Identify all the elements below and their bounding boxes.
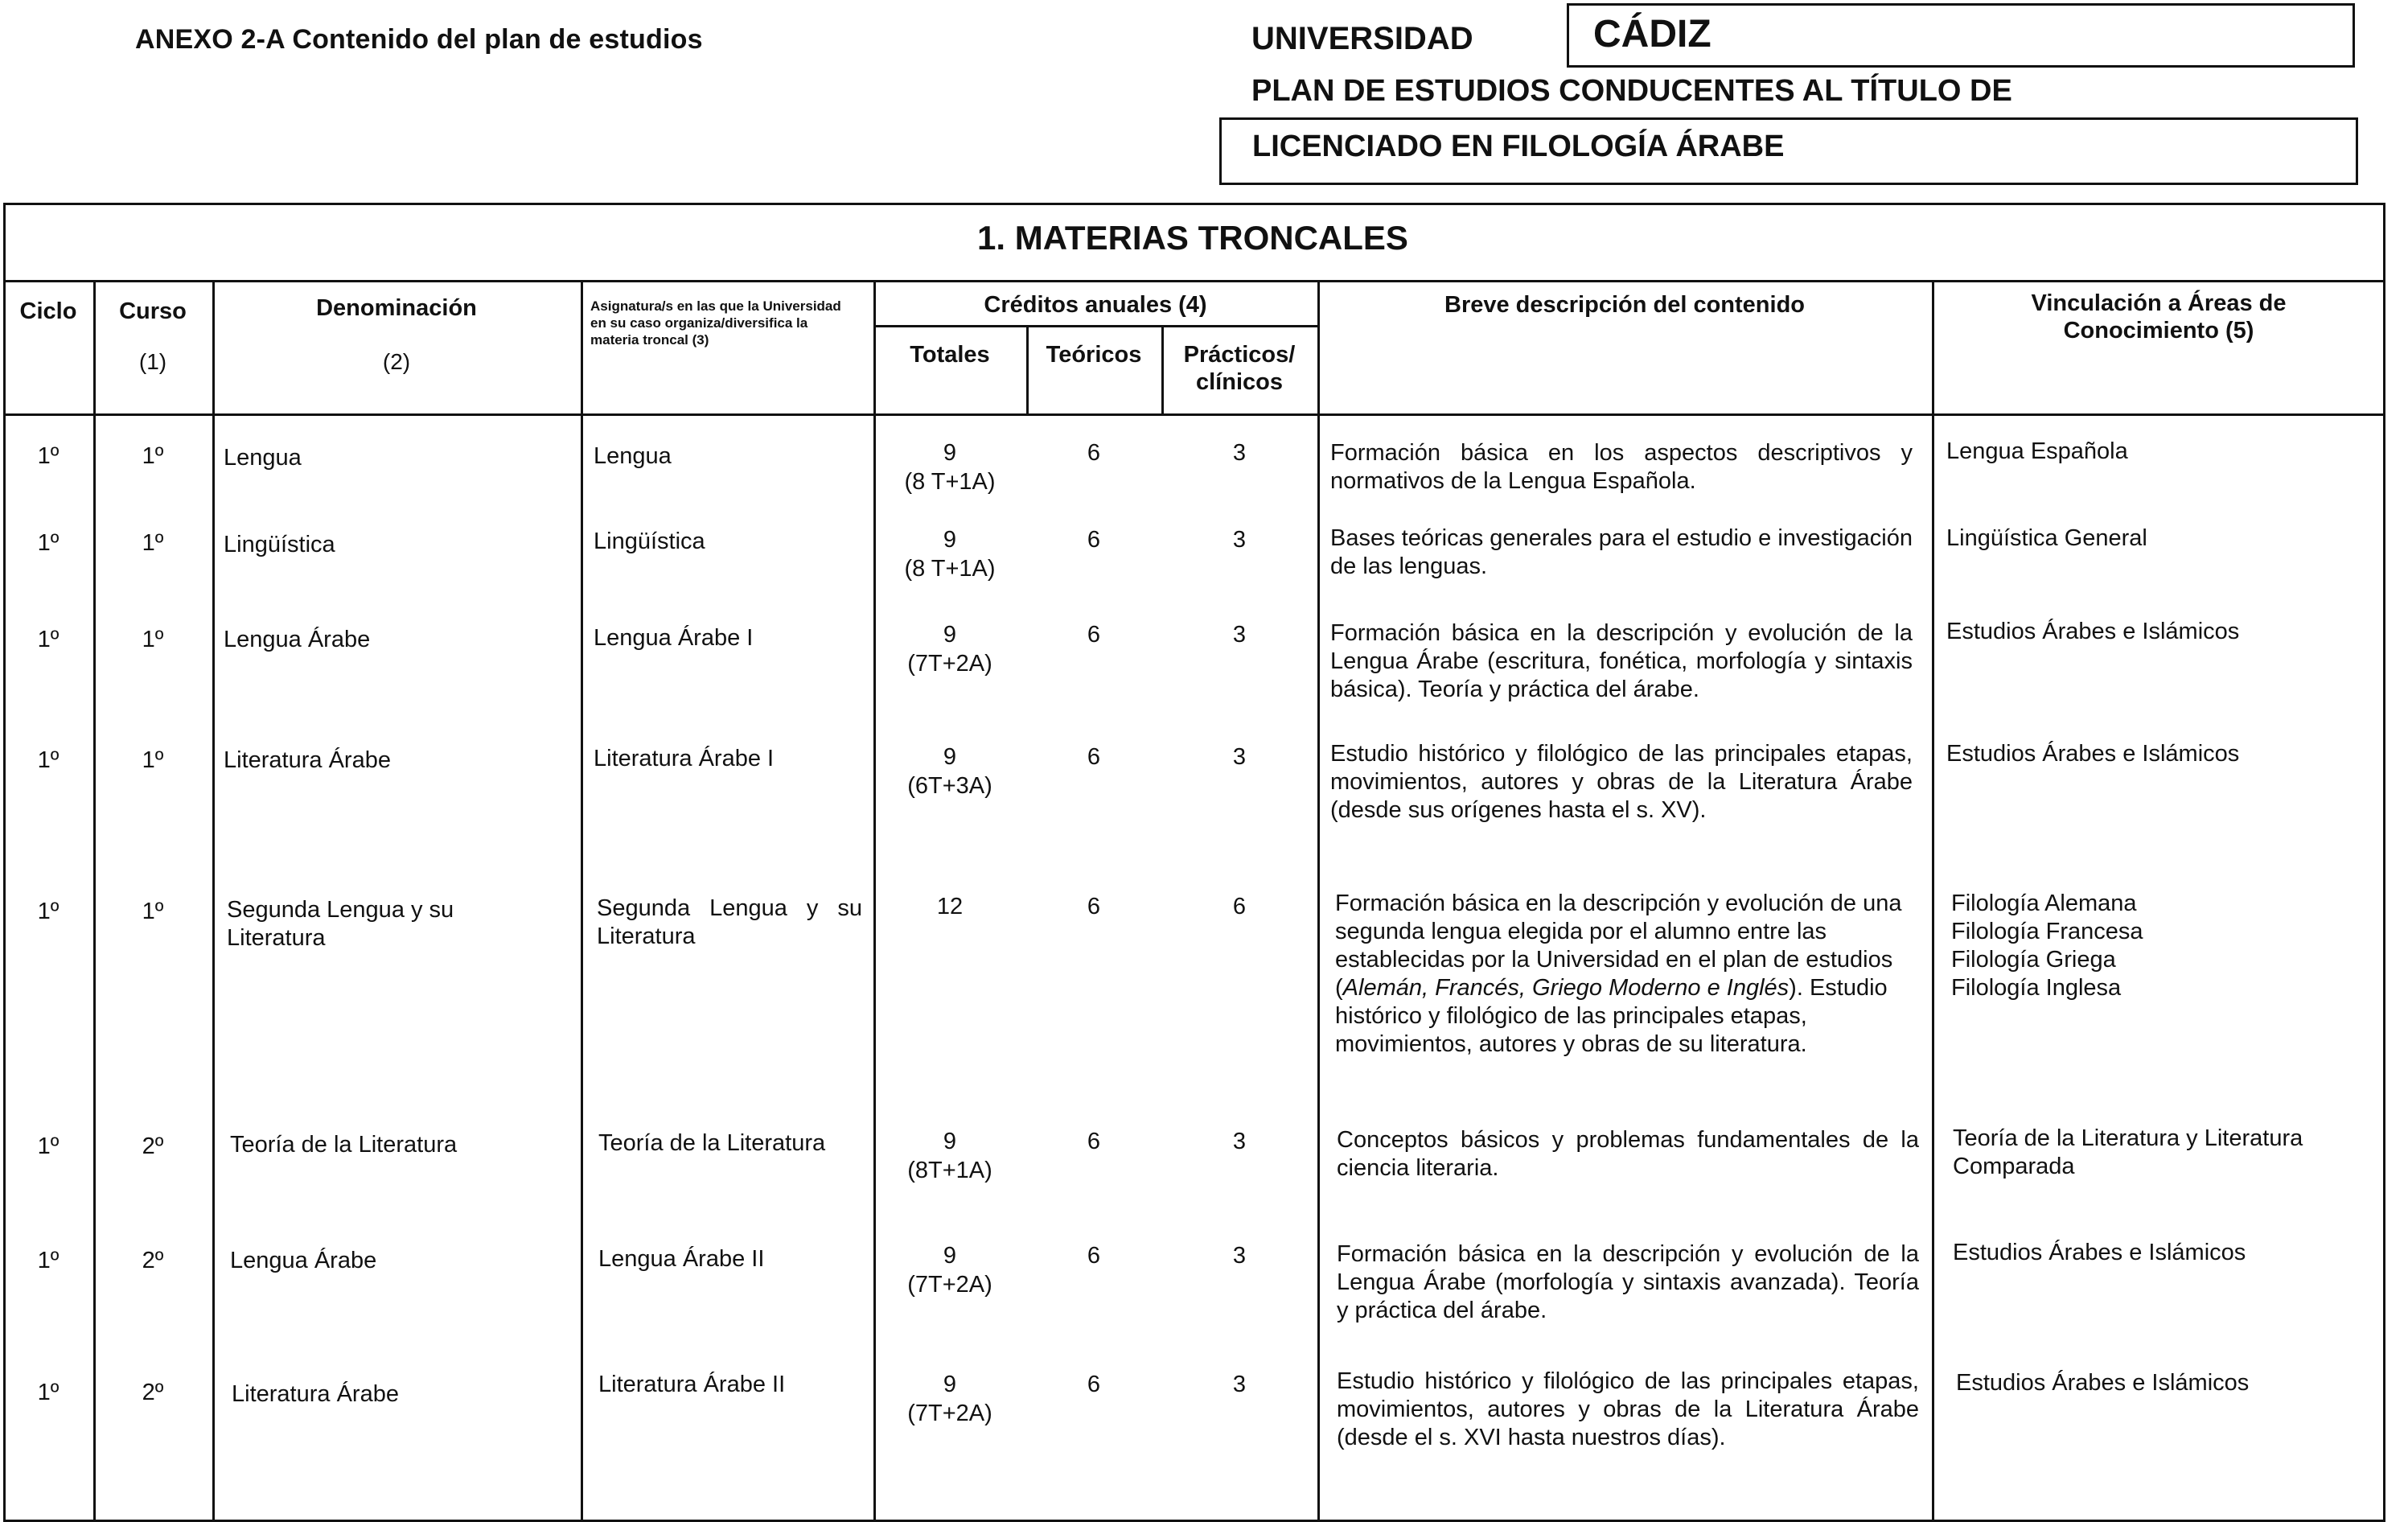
cell-totales-detail: (7T+2A): [907, 1272, 992, 1298]
cell-totales: 9: [943, 527, 957, 553]
cell-areas: [1956, 1369, 2374, 1397]
area-item: Estudios Árabes e Islámicos: [1946, 619, 2240, 644]
university-box: [1567, 3, 2355, 68]
cell-teoricos: 6: [1087, 894, 1101, 919]
university-label: UNIVERSIDAD: [1251, 21, 1473, 56]
cell-asignatura: Literatura Árabe I: [594, 746, 775, 771]
cell-asignatura: Lengua Árabe II: [598, 1246, 765, 1272]
cell-descripcion: Bases teóricas generales para el estudio e investigación de las lenguas.: [1330, 525, 1913, 579]
cell-ciclo: 1º: [37, 1380, 60, 1405]
cell-ciclo: 1º: [37, 747, 60, 773]
cell-areas: [1946, 524, 2365, 553]
cell-ciclo: 1º: [37, 530, 60, 556]
cell-totales: 9: [943, 440, 957, 466]
cell-curso: 1º: [142, 627, 164, 652]
cell-descripcion: Conceptos básicos y problemas fundamentales de la ciencia literaria.: [1337, 1127, 1919, 1181]
cell-descripcion: Formación básica en la descripción y evolución de la Lengua Árabe (morfología y sintaxis avanzada). Teoría y práctica del árabe.: [1337, 1241, 1919, 1323]
header-curso-note: (1): [138, 349, 167, 374]
cell-descripcion: Formación básica en los aspectos descriptivos y normativos de la Lengua Española.: [1330, 440, 1913, 494]
col-rule-7: [1317, 280, 1320, 1522]
cell-totales-detail: (8 T+1A): [904, 469, 996, 495]
cell-practicos: 3: [1232, 1129, 1247, 1154]
description-text: ). Estudio histórico y filológico de las principales etapas, movimientos, autores y obras de su literatura.: [1335, 975, 1888, 1057]
degree-value: LICENCIADO EN FILOLOGÍA ÁRABE: [1252, 130, 1785, 163]
cell-teoricos: 6: [1087, 1372, 1101, 1397]
cell-practicos: 3: [1232, 622, 1247, 648]
cell-areas: [1953, 1239, 2371, 1267]
area-item: Filología Alemana: [1951, 891, 2137, 916]
annex-title: ANEXO 2-A Contenido del plan de estudios: [135, 24, 703, 55]
header-totales: Totales: [910, 342, 990, 368]
cell-descripcion: [1335, 890, 1917, 1059]
col-rule-3: [581, 280, 583, 1522]
col-rule-2: [212, 280, 215, 1522]
cell-totales-detail: (6T+3A): [907, 773, 992, 799]
plan-title: PLAN DE ESTUDIOS CONDUCENTES AL TÍTULO DE: [1251, 74, 2012, 108]
cell-practicos: 3: [1232, 1372, 1247, 1397]
cell-totales: 9: [943, 622, 957, 648]
cell-totales: 9: [943, 744, 957, 770]
cell-teoricos: 6: [1087, 527, 1101, 553]
cell-curso: 2º: [142, 1133, 164, 1159]
cell-totales: 12: [936, 894, 964, 919]
cell-teoricos: 6: [1087, 744, 1101, 770]
cell-totales: 9: [943, 1129, 957, 1154]
cell-practicos: 6: [1232, 894, 1247, 919]
cell-ciclo: 1º: [37, 1133, 60, 1159]
header-vinculacion: Vinculación a Áreas de Conocimiento (5): [2031, 290, 2287, 343]
cell-ciclo: 1º: [37, 443, 60, 469]
area-item: Teoría de la Literatura y Literatura Comparada: [1953, 1125, 2303, 1179]
header-asignatura: Asignatura/s en las que la Universidad en su caso organiza/diversifica la materia troncal (3): [590, 298, 841, 348]
area-item: Estudios Árabes e Islámicos: [1956, 1370, 2250, 1396]
cell-totales: 9: [943, 1372, 957, 1397]
cell-practicos: 3: [1232, 440, 1247, 466]
section-title: 1. MATERIAS TRONCALES: [977, 219, 1408, 257]
cell-teoricos: 6: [1087, 1129, 1101, 1154]
cell-curso: 1º: [142, 899, 164, 924]
cell-totales-detail: (7T+2A): [907, 651, 992, 677]
cell-denominacion: Lingüística: [224, 532, 335, 557]
cell-denominacion: Segunda Lengua y su Literatura: [227, 897, 454, 951]
cell-teoricos: 6: [1087, 622, 1101, 648]
header-teoricos: Teóricos: [1046, 342, 1142, 368]
col-rule-8: [1932, 280, 1934, 1522]
cell-descripcion: Formación básica en la descripción y evolución de la Lengua Árabe (escritura, fonética, morfología y sintaxis básica). Teoría y práctica del árabe.: [1330, 620, 1913, 702]
header-denominacion: Denominación: [316, 295, 477, 321]
area-item: Estudios Árabes e Islámicos: [1953, 1240, 2246, 1265]
area-item: Filología Griega: [1951, 947, 2116, 973]
cell-asignatura: Teoría de la Literatura: [598, 1130, 826, 1156]
cell-asignatura: Lingüística: [594, 529, 705, 554]
cell-areas: [1951, 890, 2369, 1002]
cell-curso: 1º: [142, 443, 164, 469]
area-item: Filología Inglesa: [1951, 975, 2122, 1001]
cell-totales-detail: (8 T+1A): [904, 556, 996, 582]
cell-curso: 1º: [142, 747, 164, 773]
table-frame: [3, 203, 2385, 1522]
cell-areas: [1946, 438, 2365, 466]
area-item: Lingüística General: [1946, 525, 2147, 551]
cell-descripcion: Estudio histórico y filológico de las principales etapas, movimientos, autores y obras de la Literatura Árabe (desde sus orígenes hasta el s. XV).: [1330, 741, 1913, 823]
description-text: Formación básica en la descripción y evolución de una segunda lengua elegida por el alumno entre las establecidas por la Universidad en el plan de estudios (: [1335, 891, 1902, 1001]
cell-totales-detail: (8T+1A): [907, 1158, 992, 1183]
university-value: CÁDIZ: [1593, 13, 1711, 56]
rule-below-header: [3, 413, 2385, 416]
cell-asignatura: Lengua Árabe I: [594, 625, 754, 651]
cell-areas: [1953, 1125, 2371, 1181]
header-ciclo: Ciclo: [19, 298, 77, 324]
cell-curso: 2º: [142, 1380, 164, 1405]
cell-denominacion: Lengua: [224, 445, 302, 471]
cell-asignatura: Literatura Árabe II: [598, 1372, 786, 1397]
header-creditos: Créditos anuales (4): [984, 292, 1207, 318]
cell-asignatura: Lengua: [594, 443, 672, 469]
area-item: Lengua Española: [1946, 438, 2128, 464]
cell-denominacion: Lengua Árabe: [230, 1248, 377, 1273]
rule-below-title: [3, 280, 2385, 282]
rule-credit-split: [873, 325, 1317, 327]
cell-asignatura: Segunda Lengua y su Literatura: [597, 895, 862, 949]
cell-teoricos: 6: [1087, 1243, 1101, 1269]
area-item: Filología Francesa: [1951, 919, 2143, 944]
description-italic: Alemán, Francés, Griego Moderno e Inglés: [1342, 975, 1790, 1001]
cell-teoricos: 6: [1087, 440, 1101, 466]
header-curso: Curso: [119, 298, 187, 324]
cell-ciclo: 1º: [37, 899, 60, 924]
cell-practicos: 3: [1232, 1243, 1247, 1269]
cell-areas: [1946, 618, 2365, 646]
col-rule-5: [1026, 325, 1029, 413]
cell-denominacion: Literatura Árabe: [232, 1381, 399, 1407]
header-descripcion: Breve descripción del contenido: [1444, 292, 1805, 318]
cell-curso: 1º: [142, 530, 164, 556]
area-item: Estudios Árabes e Islámicos: [1946, 741, 2240, 767]
cell-ciclo: 1º: [37, 1248, 60, 1273]
cell-denominacion: Teoría de la Literatura: [230, 1132, 458, 1158]
cell-practicos: 3: [1232, 527, 1247, 553]
cell-curso: 2º: [142, 1248, 164, 1273]
cell-areas: [1946, 740, 2365, 768]
cell-denominacion: Literatura Árabe: [224, 747, 391, 773]
cell-descripcion: Estudio histórico y filológico de las principales etapas, movimientos, autores y obras de la Literatura Árabe (desde el s. XVI hasta nuestros días).: [1337, 1368, 1919, 1450]
cell-practicos: 3: [1232, 744, 1247, 770]
cell-totales: 9: [943, 1243, 957, 1269]
cell-totales-detail: (7T+2A): [907, 1401, 992, 1426]
cell-denominacion: Lengua Árabe: [224, 627, 371, 652]
header-practicos: Prácticos/ clínicos: [1183, 342, 1296, 395]
header-denominacion-note: (2): [382, 349, 411, 374]
cell-ciclo: 1º: [37, 627, 60, 652]
degree-box: [1219, 117, 2358, 185]
